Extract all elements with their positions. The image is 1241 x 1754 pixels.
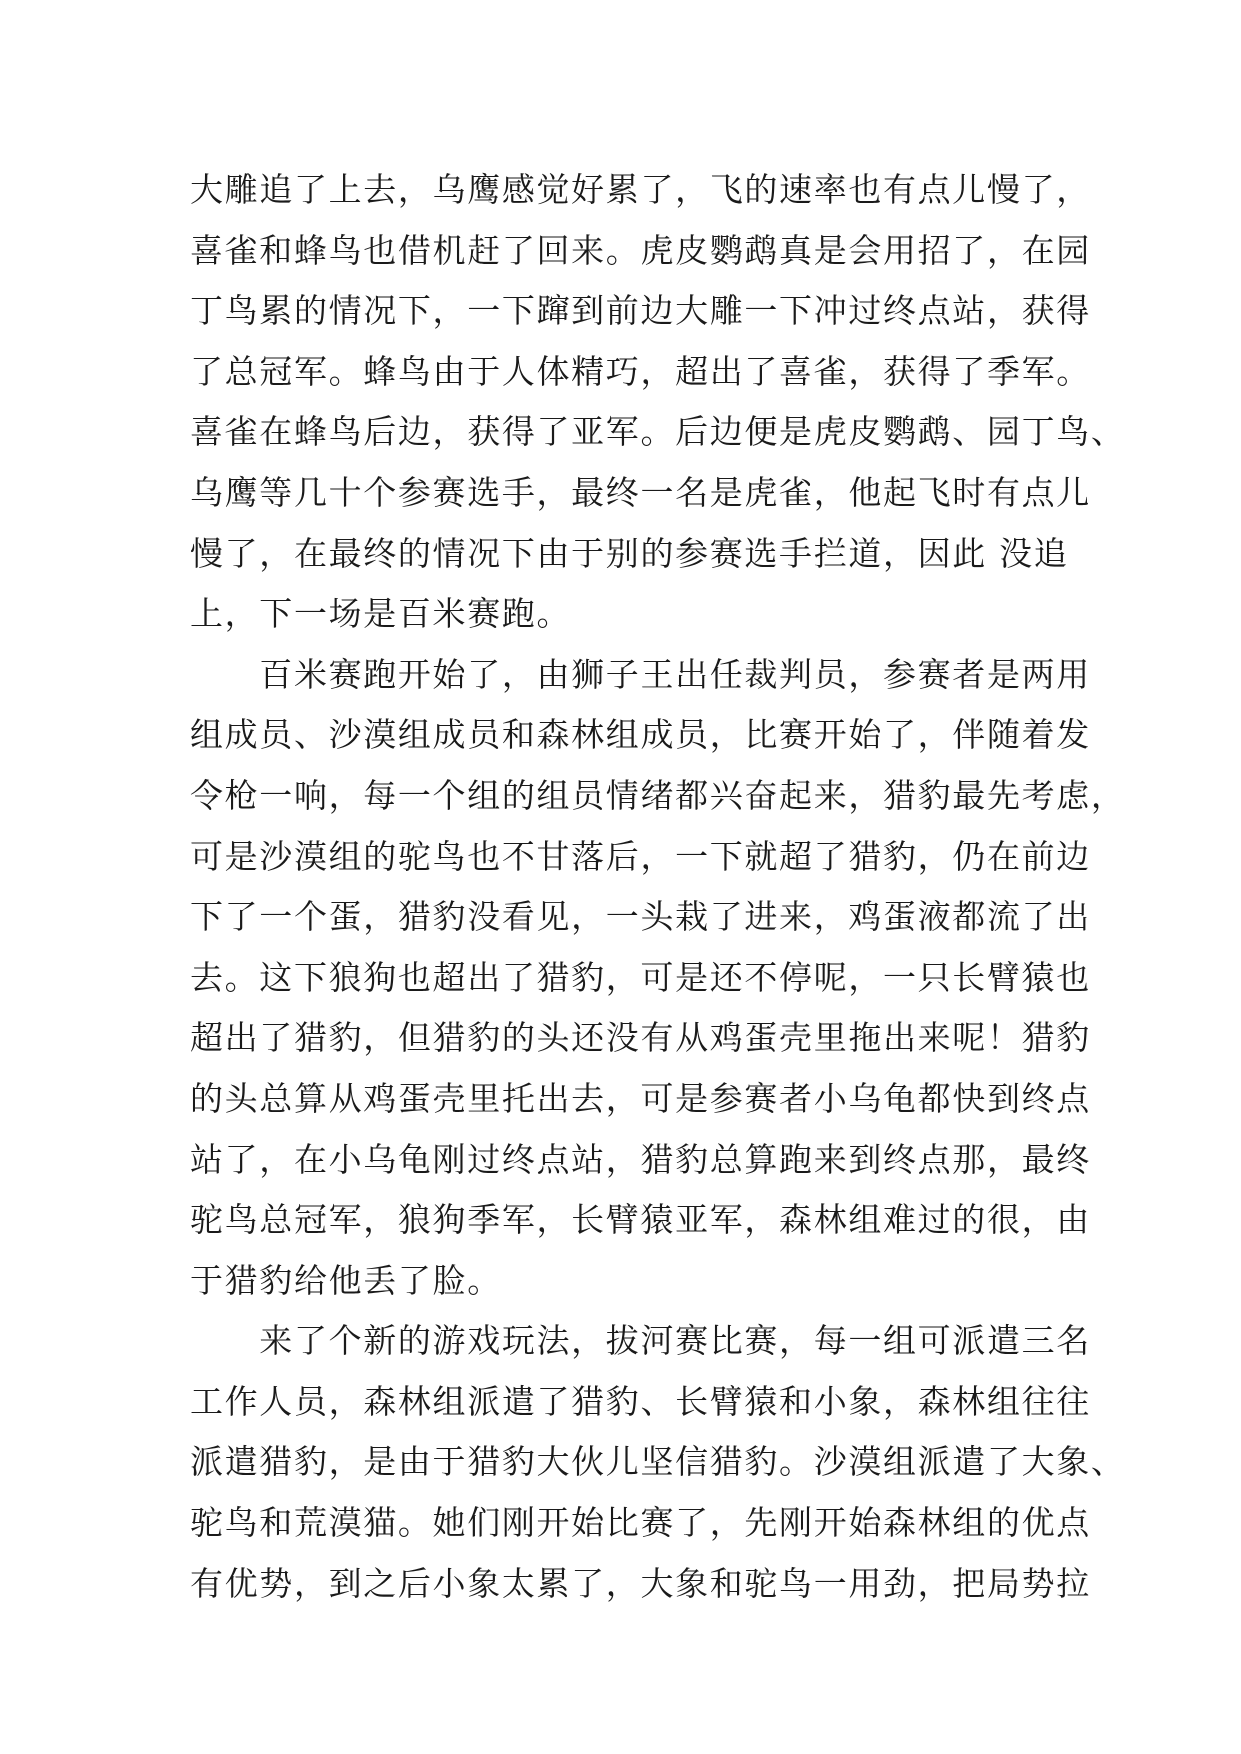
text-line: 慢了，在最终的情况下由于别的参赛选手拦道，因此 没追: [190, 533, 1069, 573]
text-line: 下了一个蛋，猎豹没看见，一头栽了进来，鸡蛋液都流了出: [190, 897, 1091, 937]
text-line: 驼鸟和荒漠猫。她们刚开始比赛了，先刚开始森林组的优点: [190, 1503, 1091, 1543]
text-line: 有优势，到之后小象太累了，大象和驼鸟一用劲，把局势拉: [190, 1563, 1091, 1603]
text-line: 大雕追了上去，乌鹰感觉好累了，飞的速率也有点儿慢了，: [190, 170, 1091, 209]
text-line: 工作人员，森林组派遣了猎豹、长臂猿和小象，森林组往往: [190, 1381, 1091, 1421]
text-line: 上，下一场是百米赛跑。: [190, 594, 572, 634]
text-line: 喜雀和蜂鸟也借机赶了回来。虎皮鹦鹉真是会用招了，在园: [190, 230, 1091, 270]
text-line: 的头总算从鸡蛋壳里托出去，可是参赛者小乌龟都快到终点: [190, 1078, 1091, 1118]
text-line: 来了个新的游戏玩法，拔河赛比赛，每一组可派遣三名: [190, 1321, 1091, 1361]
text-line: 了总冠军。蜂鸟由于人体精巧，超出了喜雀，获得了季军。: [190, 351, 1091, 391]
text-line: 丁鸟累的情况下，一下蹿到前边大雕一下冲过终点站，获得: [190, 291, 1091, 331]
text-line: 超出了猎豹，但猎豹的头还没有从鸡蛋壳里拖出来呢！猎豹: [190, 1018, 1091, 1058]
text-line: 驼鸟总冠军，狼狗季军，长臂猿亚军，森林组难过的很，由: [190, 1200, 1091, 1240]
text-line: 乌鹰等几十个参赛选手，最终一名是虎雀，他起飞时有点儿: [190, 472, 1091, 512]
text-line: 站了，在小乌龟刚过终点站，猎豹总算跑来到终点那，最终: [190, 1139, 1091, 1179]
text-line: 组成员、沙漠组成员和森林组成员，比赛开始了，伴随着发: [190, 715, 1091, 755]
text-line: 于猎豹给他丢了脸。: [190, 1260, 502, 1300]
text-line: 可是沙漠组的驼鸟也不甘落后，一下就超了猎豹，仍在前边: [190, 836, 1091, 876]
text-line: 令枪一响，每一个组的组员情绪都兴奋起来，猎豹最先考虑，: [190, 775, 1126, 815]
body-text: [190, 160, 1126, 1614]
text-line: 喜雀在蜂鸟后边，获得了亚军。后边便是虎皮鹦鹉、园丁鸟、: [190, 412, 1126, 452]
text-line: 百米赛跑开始了，由狮子王出任裁判员，参赛者是两用: [190, 654, 1091, 694]
text-line: 去。这下狼狗也超出了猎豹，可是还不停呢，一只长臂猿也: [190, 957, 1091, 997]
text-line: 派遣猎豹，是由于猎豹大伙儿坚信猎豹。沙漠组派遣了大象、: [190, 1442, 1126, 1482]
